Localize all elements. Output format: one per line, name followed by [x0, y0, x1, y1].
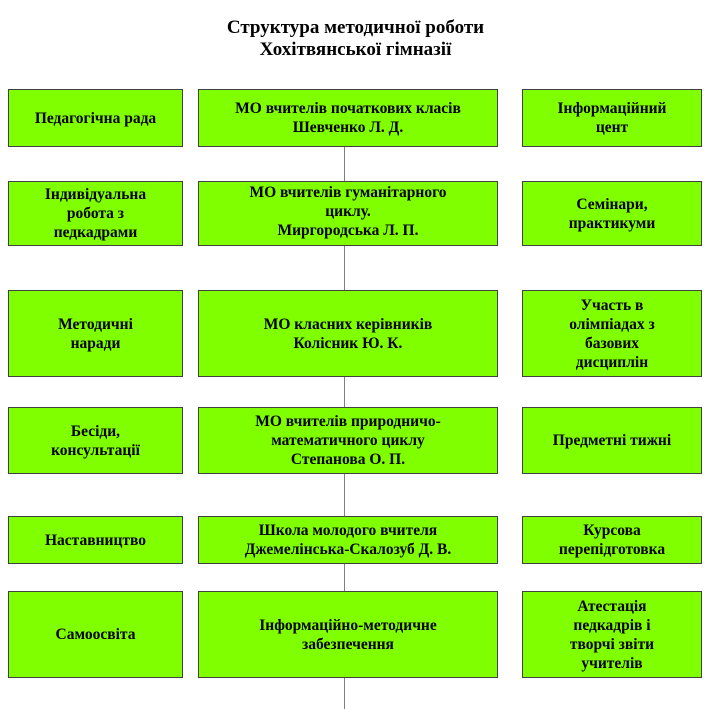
right-box-2: Семінари, практикуми: [522, 181, 702, 246]
left-box-5: Наставництво: [8, 516, 183, 564]
left-box-6: Самоосвіта: [8, 591, 183, 678]
right-box-6: Атестація педкадрів і творчі звіти учителів: [522, 591, 702, 678]
center-box-2: МО вчителів гуманітарного циклу. Миргородська Л. П.: [198, 181, 498, 246]
connector-4-5: [344, 474, 345, 516]
title-line-2: Хохітвянської гімназії: [259, 39, 452, 60]
connector-5-6: [344, 564, 345, 591]
diagram-title: [0, 17, 711, 61]
center-box-5: Школа молодого вчителя Джемелінська-Скалозуб Д. В.: [198, 516, 498, 564]
connector-2-3: [344, 246, 345, 290]
left-box-3: Методичні наради: [8, 290, 183, 377]
right-box-3: Участь в олімпіадах з базових дисциплін: [522, 290, 702, 377]
center-box-6: Інформаційно-методичне забезпечення: [198, 591, 498, 678]
left-box-2: Індивідуальна робота з педкадрами: [8, 181, 183, 246]
center-box-1: МО вчителів початкових класів Шевченко Л. Д.: [198, 89, 498, 147]
connector-1-2: [344, 147, 345, 181]
center-box-4: МО вчителів природничо- математичного циклу Степанова О. П.: [198, 407, 498, 474]
center-box-3: МО класних керівників Колісник Ю. К.: [198, 290, 498, 377]
left-box-1: Педагогічна рада: [8, 89, 183, 147]
connector-6-bottom: [344, 678, 345, 709]
right-box-4: Предметні тижні: [522, 407, 702, 474]
right-box-5: Курсова перепідготовка: [522, 516, 702, 564]
title-line-1: Структура методичної роботи: [226, 17, 485, 38]
left-box-4: Бесіди, консультації: [8, 407, 183, 474]
right-box-1: Інформаційний цент: [522, 89, 702, 147]
connector-3-4: [344, 377, 345, 407]
